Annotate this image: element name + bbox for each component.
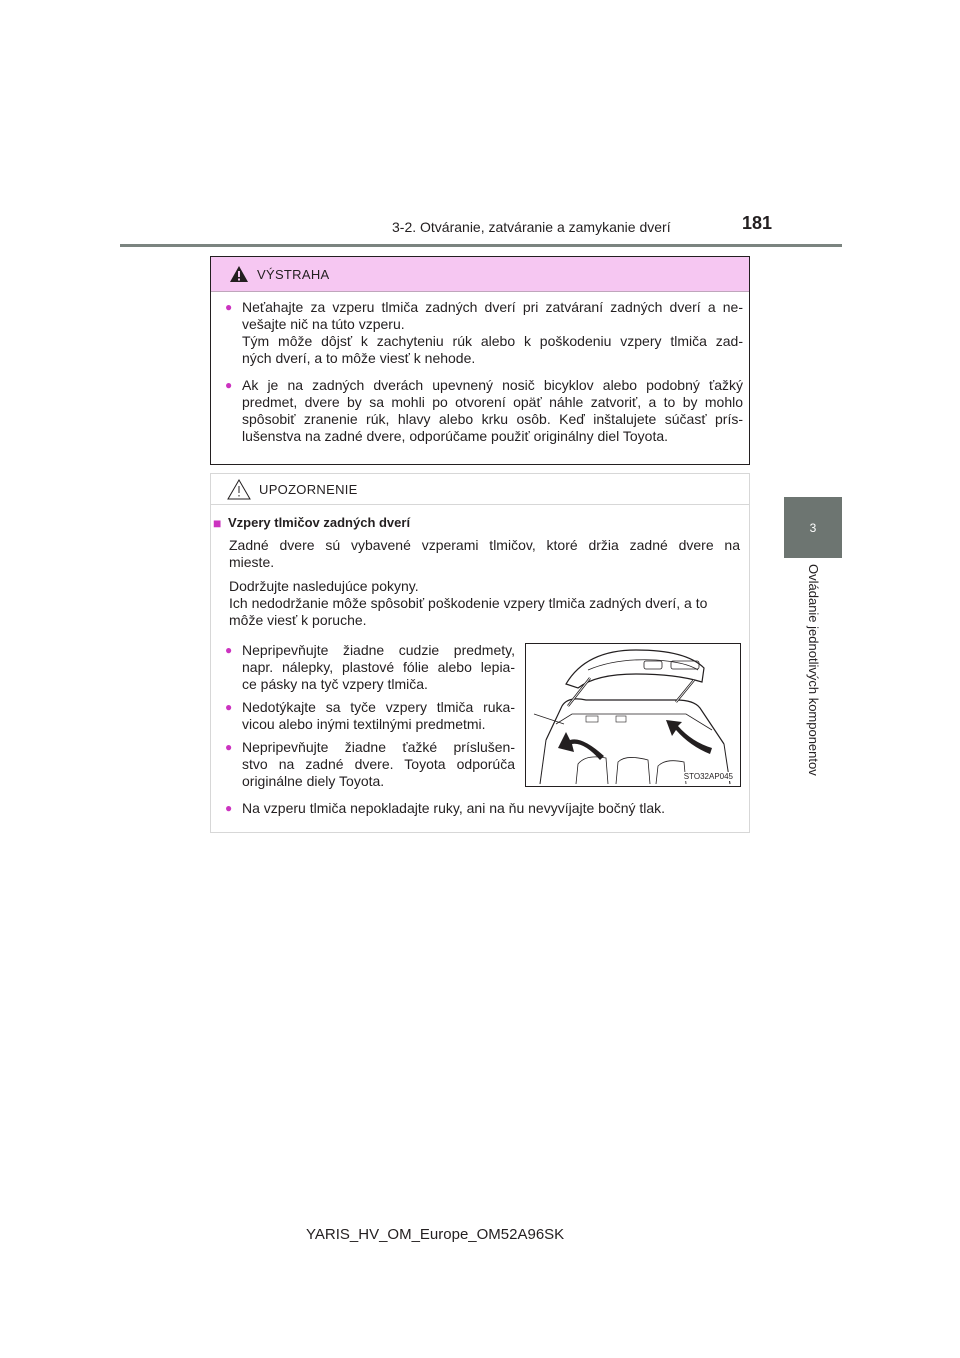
caution-subheading-row xyxy=(213,515,733,532)
text-line: Ak je na zadných dverách upevnený nosič bicyklov alebo podobný ťažký xyxy=(242,377,743,393)
text-line: Na vzperu tlmiča nepokladajte ruky, ani na ňu nevyvíjajte bočný tlak. xyxy=(242,800,666,816)
text-line: ných dverí, a to môže viesť k nehode. xyxy=(242,350,476,366)
caution-header xyxy=(211,474,749,505)
caution-item-1 xyxy=(225,642,515,693)
tailgate-drawing xyxy=(526,644,740,786)
caution-paragraph-2 xyxy=(229,578,740,629)
text-line: môže viesť k poruche. xyxy=(229,612,367,628)
bullet-icon: ● xyxy=(225,378,233,392)
text-line: Neťahajte za vzperu tlmiča zadných dverí pri zatváraní zadných dverí a ne- xyxy=(242,299,743,315)
text-line: originálne diely Toyota. xyxy=(242,773,385,789)
warning-triangle-icon xyxy=(229,265,249,283)
text-line: spôsobiť zranenie rúk, hlavy alebo krku osôb. Keď inštalujete súčasť prís- xyxy=(242,411,743,427)
caution-paragraph-1 xyxy=(229,537,740,571)
text-line: mieste. xyxy=(229,554,275,570)
warning-label: VÝSTRAHA xyxy=(257,266,330,282)
bullet-icon: ● xyxy=(225,801,233,815)
text-line: napr. nálepky, plastové fólie alebo lepia- xyxy=(242,659,515,675)
warning-item-1 xyxy=(225,299,743,367)
caution-label: UPOZORNENIE xyxy=(259,481,358,497)
chapter-title-tab xyxy=(784,558,842,820)
caution-item-2 xyxy=(225,699,515,733)
section-title: 3-2. Otváranie, zatváranie a zamykanie dverí xyxy=(392,219,671,235)
text-line: predmet, dvere by sa mohli po otvorení opäť náhle zatvoriť, a to by mohlo xyxy=(242,394,743,410)
text-line: Nedotýkajte sa tyče vzpery tlmiča ruka- xyxy=(242,699,515,715)
text-line: lušenstva na zadné dvere, odporúčame použiť originálny diel Toyota. xyxy=(242,428,669,444)
text-line: vicou alebo inými textilnými predmetmi. xyxy=(242,716,486,732)
chapter-number: 3 xyxy=(809,520,817,535)
text-line: vešajte nič na túto vzperu. xyxy=(242,316,405,332)
caution-triangle-icon xyxy=(227,479,251,500)
image-code: STO32AP045 xyxy=(683,772,733,781)
text-line: Tým môže dôjsť k zachyteniu rúk alebo k poškodeniu vzpery tlmiča zad- xyxy=(242,333,743,349)
chapter-tab[interactable] xyxy=(784,497,842,558)
bullet-icon: ● xyxy=(225,300,233,314)
text-line: Zadné dvere sú vybavené vzperami tlmičov, ktoré držia zadné dvere na xyxy=(229,537,740,553)
warning-item-2 xyxy=(225,377,743,445)
text-line: Ich nedodržanie môže spôsobiť poškodenie vzpery tlmiča zadných dverí, a to xyxy=(229,595,708,611)
text-line: stvo na zadné dvere. Toyota odporúča xyxy=(242,756,515,772)
caution-subheading: Vzpery tlmičov zadných dverí xyxy=(228,515,411,530)
text-line: Nepripevňujte žiadne ťažké príslušen- xyxy=(242,739,515,755)
tailgate-strut-illustration xyxy=(525,643,741,787)
caution-item-4 xyxy=(225,800,745,817)
page-number: 181 xyxy=(742,213,773,233)
text-line: ce pásky na tyč vzpery tlmiča. xyxy=(242,676,428,692)
caution-item-3 xyxy=(225,739,515,790)
square-bullet-icon: ■ xyxy=(213,515,222,531)
header-divider xyxy=(120,244,842,247)
text-line: Nepripevňujte žiadne cudzie predmety, xyxy=(242,642,515,658)
document-id: YARIS_HV_OM_Europe_OM52A96SK xyxy=(306,1226,565,1243)
warning-header xyxy=(211,257,749,292)
bullet-icon: ● xyxy=(225,700,233,714)
chapter-title: Ovládanie jednotlivých komponentov xyxy=(806,564,821,776)
bullet-icon: ● xyxy=(225,740,233,754)
bullet-icon: ● xyxy=(225,643,233,657)
text-line: Dodržujte nasledujúce pokyny. xyxy=(229,578,419,594)
